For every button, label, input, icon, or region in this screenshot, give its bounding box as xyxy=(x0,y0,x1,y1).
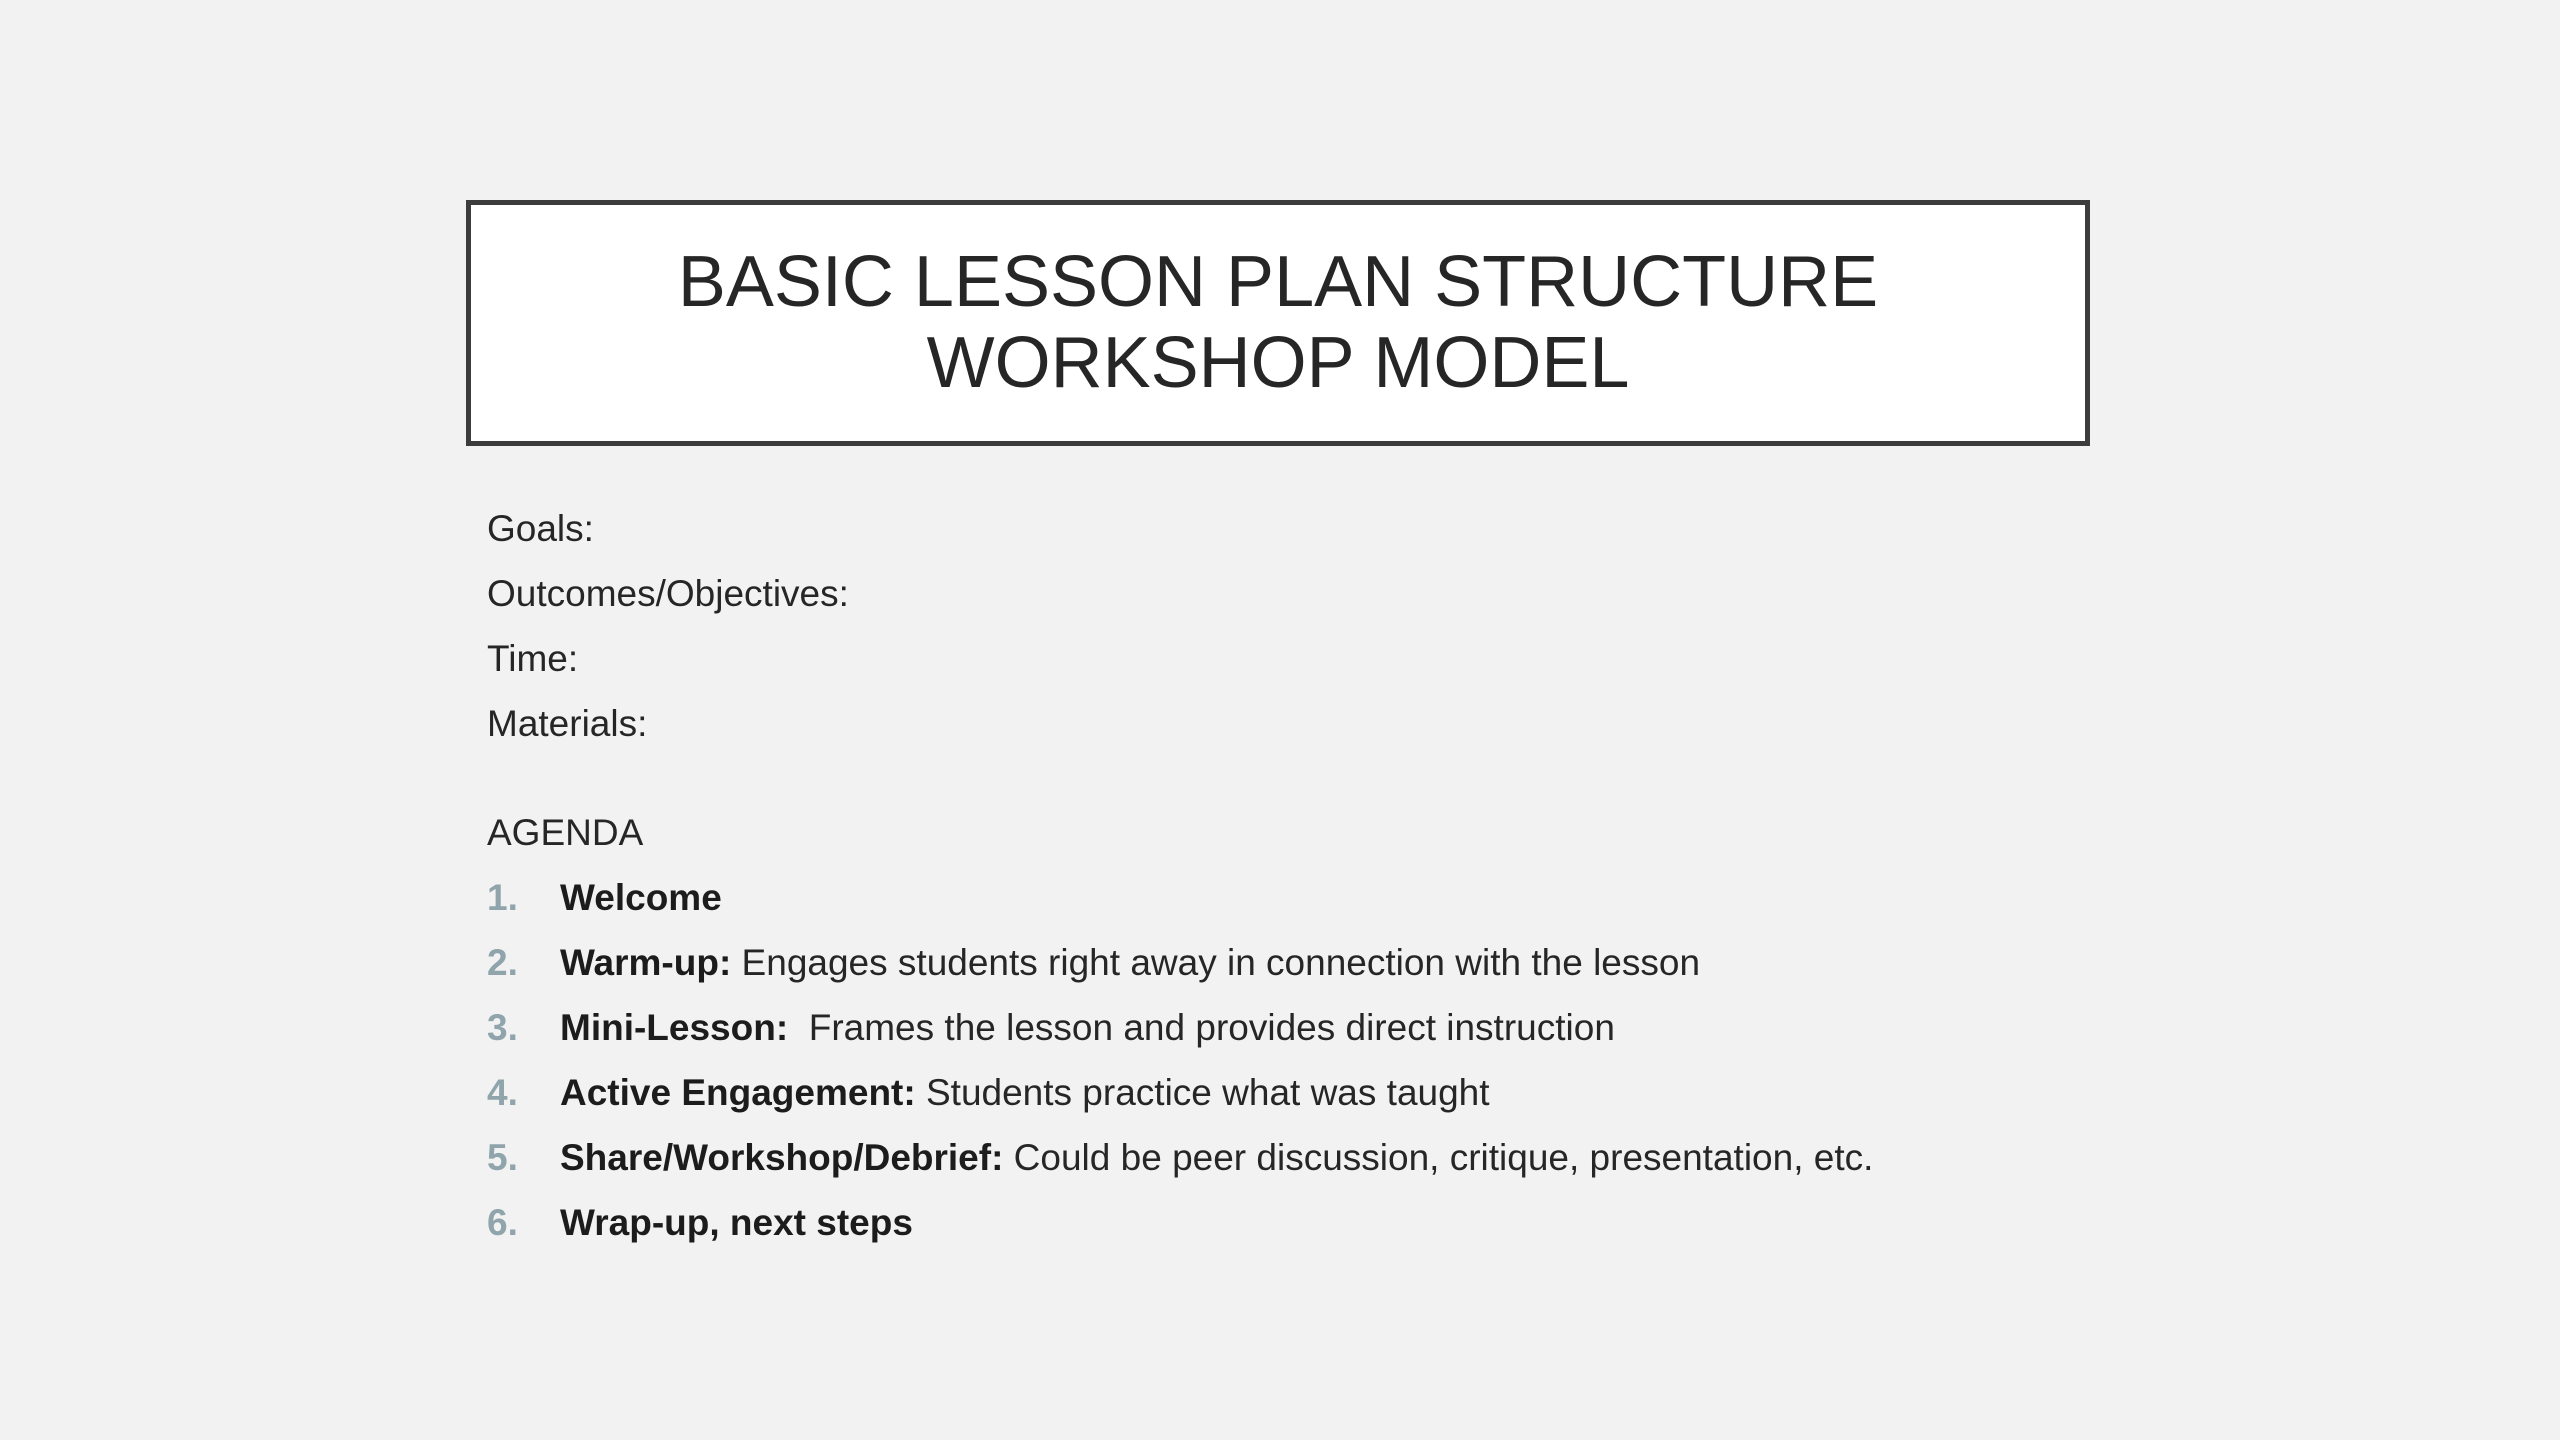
agenda-item-description: Frames the lesson and provides direct instruction xyxy=(788,1007,1615,1048)
agenda-item-label: Wrap-up, next steps xyxy=(560,1202,913,1243)
agenda-item-share-workshop-debrief xyxy=(487,1125,2287,1190)
agenda-item-label: Warm-up: xyxy=(560,942,732,983)
slide-title-line-2: WORKSHOP MODEL xyxy=(926,323,1630,403)
field-goals: Goals: xyxy=(487,508,594,549)
agenda-item-welcome xyxy=(487,865,2287,930)
agenda-item-label: Welcome xyxy=(560,877,722,918)
slide-content xyxy=(487,496,2287,1255)
field-outcomes-objectives: Outcomes/Objectives: xyxy=(487,573,849,614)
field-time: Time: xyxy=(487,638,579,679)
agenda-item-warm-up xyxy=(487,930,2287,995)
agenda-item-label: Active Engagement: xyxy=(560,1072,916,1113)
slide-title-box xyxy=(466,200,2090,446)
agenda-heading: AGENDA xyxy=(487,812,644,853)
agenda-item-number: 4. xyxy=(487,1072,518,1113)
agenda-item-label: Share/Workshop/Debrief: xyxy=(560,1137,1004,1178)
agenda-item-number: 5. xyxy=(487,1137,518,1178)
agenda-item-description: Students practice what was taught xyxy=(915,1072,1490,1113)
agenda-item-description: Could be peer discussion, critique, presentation, etc. xyxy=(1003,1137,1874,1178)
agenda-item-label: Mini-Lesson: xyxy=(560,1007,789,1048)
agenda-item-description: Engages students right away in connection with the lesson xyxy=(731,942,1701,983)
agenda-item-number: 2. xyxy=(487,942,518,983)
agenda-item-number: 3. xyxy=(487,1007,518,1048)
agenda-list xyxy=(487,865,2287,1255)
agenda-item-active-engagement xyxy=(487,1060,2287,1125)
agenda-item-mini-lesson xyxy=(487,995,2287,1060)
slide-title-line-1: BASIC LESSON PLAN STRUCTURE xyxy=(677,242,1879,322)
agenda-item-number: 1. xyxy=(487,877,518,918)
agenda-item-number: 6. xyxy=(487,1202,518,1243)
agenda-item-wrap-up xyxy=(487,1190,2287,1255)
field-materials: Materials: xyxy=(487,703,648,744)
